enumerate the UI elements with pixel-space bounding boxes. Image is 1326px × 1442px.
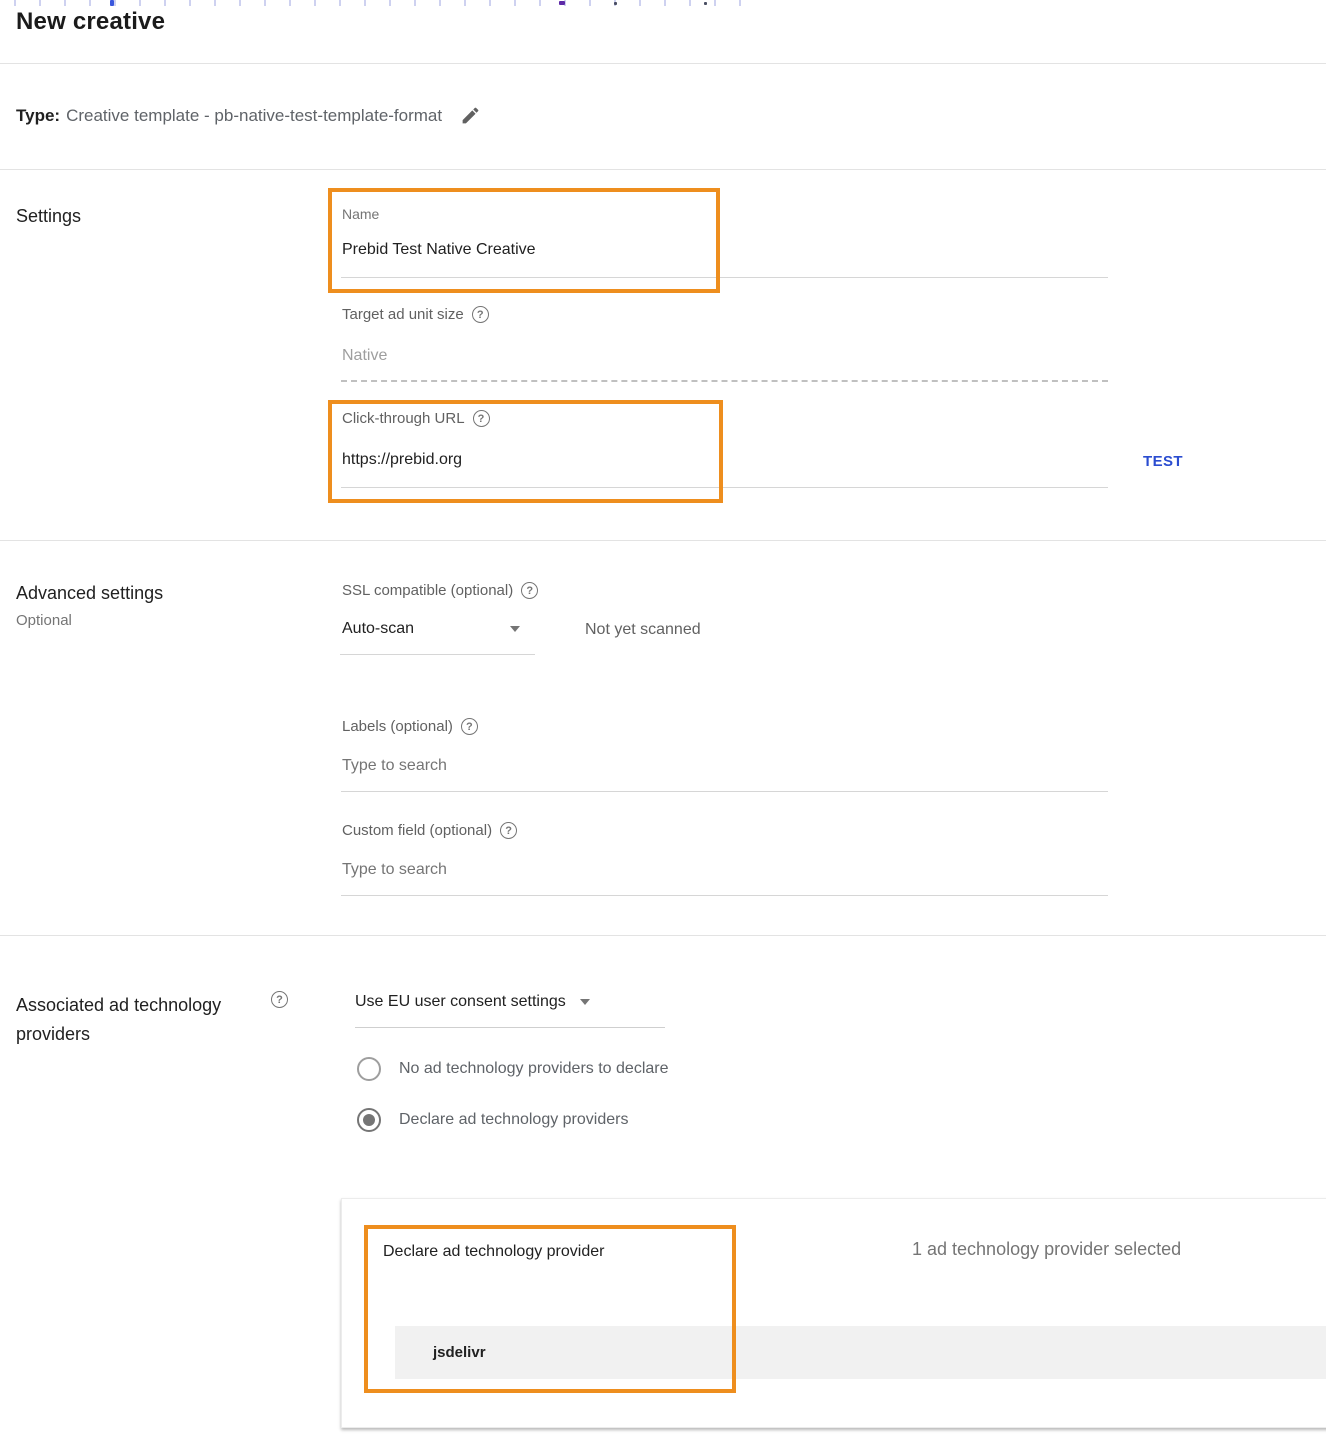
ssl-scan-status: Not yet scanned <box>585 621 701 638</box>
target-size-help-icon[interactable]: ? <box>472 306 489 323</box>
divider <box>0 169 1326 170</box>
labels-underline <box>341 791 1108 792</box>
test-url-button[interactable]: TEST <box>1143 453 1183 470</box>
labels-help-icon[interactable]: ? <box>461 718 478 735</box>
click-through-label-row <box>342 410 490 427</box>
target-size-underline <box>341 380 1108 382</box>
labels-search-input[interactable]: Type to search <box>342 757 447 774</box>
divider <box>0 935 1326 936</box>
divider <box>0 63 1326 64</box>
labels-label-row <box>342 718 478 735</box>
clipped-breadcrumb-row <box>14 0 749 6</box>
edit-type-icon[interactable] <box>460 105 481 126</box>
clipped-text-fragment <box>614 2 617 5</box>
radio-declare-providers[interactable] <box>357 1108 628 1132</box>
radio-no-providers-label: No ad technology providers to declare <box>399 1060 669 1077</box>
custom-field-search-input[interactable]: Type to search <box>342 861 447 878</box>
page-title: New creative <box>16 8 166 35</box>
declare-provider-title: Declare ad technology provider <box>383 1243 605 1260</box>
ssl-help-icon[interactable]: ? <box>521 582 538 599</box>
radio-no-providers[interactable] <box>357 1057 669 1081</box>
target-size-value: Native <box>342 347 388 364</box>
declare-providers-card <box>341 1198 1326 1428</box>
clipped-link-fragment <box>110 0 114 6</box>
custom-field-help-icon[interactable]: ? <box>500 822 517 839</box>
clipped-text-fragment <box>704 2 707 5</box>
type-label: Type: <box>16 105 61 125</box>
type-value: Creative template - pb-native-test-template-format <box>66 105 443 125</box>
ssl-dropdown-underline <box>340 654 535 655</box>
eu-consent-underline <box>355 1027 665 1028</box>
radio-selected-icon <box>357 1108 381 1132</box>
click-through-help-icon[interactable]: ? <box>473 410 490 427</box>
advanced-section-heading: Advanced settings <box>16 583 164 603</box>
providers-help-icon[interactable]: ? <box>271 991 288 1008</box>
name-field-underline <box>341 277 1108 278</box>
providers-section-heading: Associated ad technology providers <box>16 995 222 1044</box>
target-size-label-row <box>342 306 489 323</box>
eu-consent-dropdown[interactable] <box>355 993 590 1011</box>
labels-label: Labels (optional) <box>342 718 453 735</box>
name-field-label: Name <box>342 206 380 222</box>
click-through-input[interactable]: https://prebid.org <box>342 451 463 468</box>
custom-field-label: Custom field (optional) <box>342 822 493 839</box>
clipped-visited-link-fragment <box>559 1 565 5</box>
ssl-label-row <box>342 582 538 599</box>
name-field-input[interactable]: Prebid Test Native Creative <box>342 241 536 258</box>
creative-type-row <box>16 105 481 126</box>
custom-field-underline <box>341 895 1108 896</box>
advanced-section-subheading: Optional <box>16 612 72 629</box>
settings-section-heading: Settings <box>16 206 82 226</box>
ssl-scan-dropdown-value: Auto-scan <box>342 620 415 637</box>
radio-unselected-icon <box>357 1057 381 1081</box>
custom-field-label-row <box>342 822 517 839</box>
ssl-label: SSL compatible (optional) <box>342 582 514 599</box>
provider-selected-status: 1 ad technology provider selected <box>912 1239 1182 1259</box>
provider-name: jsdelivr <box>433 1344 486 1361</box>
radio-declare-providers-label: Declare ad technology providers <box>399 1111 629 1128</box>
click-through-label: Click-through URL <box>342 410 465 427</box>
ssl-scan-dropdown[interactable] <box>342 620 520 638</box>
provider-row-jsdelivr[interactable] <box>395 1326 1326 1379</box>
eu-consent-dropdown-value: Use EU user consent settings <box>355 993 566 1010</box>
target-size-label: Target ad unit size <box>342 306 464 323</box>
dropdown-arrow-icon <box>580 999 590 1005</box>
dropdown-arrow-icon <box>510 626 520 632</box>
divider <box>0 540 1326 541</box>
click-through-underline <box>341 487 1108 488</box>
